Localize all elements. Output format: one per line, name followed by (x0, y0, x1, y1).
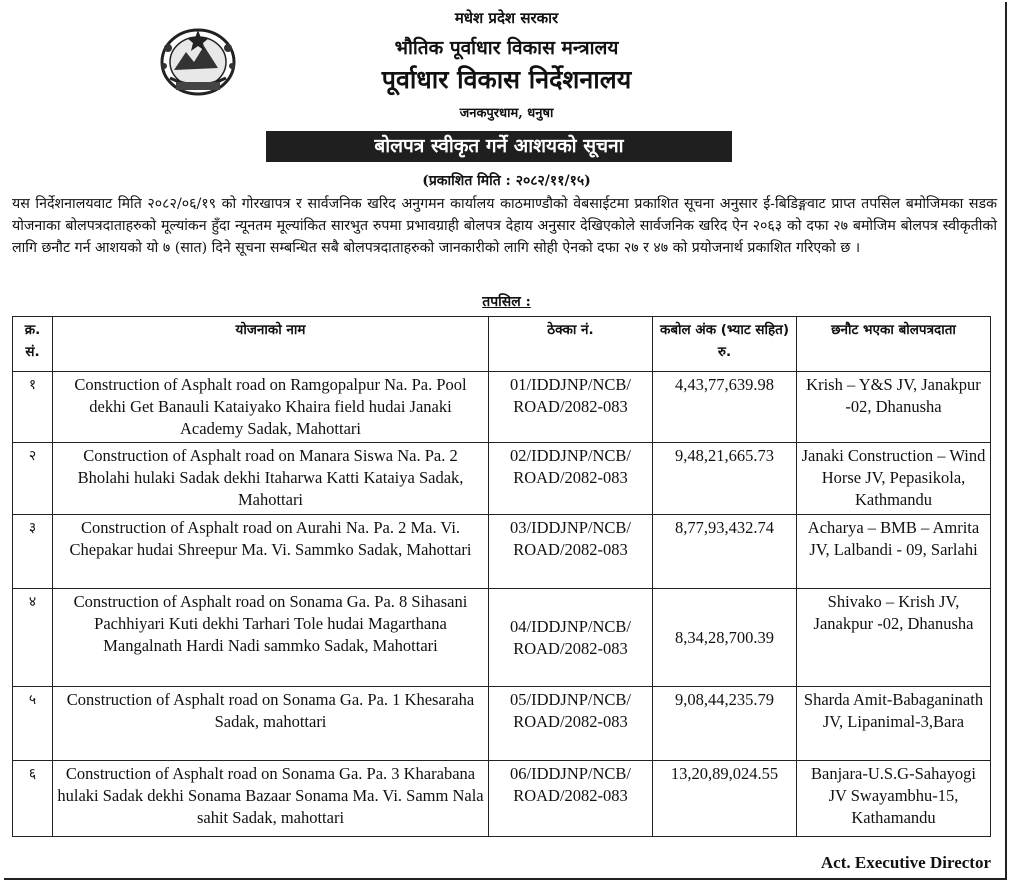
cell-selected-bidder: Sharda Amit-Babaganinath JV, Lipanimal-3,Bara (797, 687, 991, 761)
contracts-table (12, 316, 991, 837)
cell-contract-no: 06/IDDJNP/NCB/ ROAD/2082-083 (489, 761, 653, 837)
table-row (13, 589, 991, 687)
cell-project-name: Construction of Asphalt road on Ramgopalpur Na. Pa. Pool dekhi Get Banauli Kataiyako Khaira field hudai Janaki Academy Sadak, Mahottari (53, 372, 489, 443)
cell-contract-no: 03/IDDJNP/NCB/ ROAD/2082-083 (489, 515, 653, 589)
cell-selected-bidder: Banjara-U.S.G-Sahayogi JV Swayambhu-15, Kathamandu (797, 761, 991, 837)
notice-title-banner: बोलपत्र स्वीकृत गर्ने आशयको सूचना (266, 131, 732, 162)
signature-title: Act. Executive Director (820, 853, 991, 872)
header-bid-amount: कबोल अंक (भ्याट सहित) रु. (653, 317, 797, 372)
notice-body-paragraph: यस निर्देशनालयवाट मिति २०८२/०६/१९ को गोरखापत्र र सार्वजनिक खरिद अनुगमन कार्यालय काठमाण्डौको वेबसाईटमा प्रकाशित सूचना अनुसार ई-बिडिङ्गवाट प्राप्त तपसिल बमोजिमका सडक योजनाका बोलपत्रदाताहरुको मूल्यांकन हुँदा न्यूनतम मूल्यांकित सारभुत रुपमा प्रभावग्राही बोलपत्र देहाय अनुसार देखिएकोले सार्वजनिक खरिद ऐन २०६३ को दफा २७ बमोजिम बोलपत्र स्वीकृतीको लागि छनौट गर्न आशयको यो ७ (सात) दिने सूचना सम्बन्धित सबै बोलपत्रदाताहरुको जानकारीको लागि सोही ऐनको दफा २७ र ४७ को प्रयोजनार्थ प्रकाशित गरिएको छ । (12, 196, 997, 256)
details-label: तपसिल : (482, 294, 531, 310)
cell-project-name: Construction of Asphalt road on Manara Siswa Na. Pa. 2 Bholahi hulaki Sadak dekhi Itaharwa Katti Kataiya Sadak, Mahottari (53, 443, 489, 515)
cell-project-name: Construction of Asphalt road on Sonama Ga. Pa. 8 Sihasani Pachhiyari Kuti dekhi Tarhari Tole hudai Magarthana Mangalnath Hardi Nadi sammko Sadak, Mahottari (53, 589, 489, 687)
header-ministry: भौतिक पूर्वाधार विकास मन्त्रालय (394, 37, 619, 59)
cell-contract-no: 04/IDDJNP/NCB/ ROAD/2082-083 (489, 589, 653, 687)
cell-serial: ६ (13, 761, 53, 837)
cell-bid-amount: 9,08,44,235.79 (653, 687, 797, 761)
table-header-row (13, 317, 991, 372)
published-date: (प्रकाशित मिति : २०८२/११/१५) (422, 173, 591, 189)
cell-serial: ३ (13, 515, 53, 589)
header-project-name: योजनाको नाम (53, 317, 489, 372)
header-directorate: पूर्वाधार विकास निर्देशनालय (381, 65, 632, 94)
cell-bid-amount: 9,48,21,665.73 (653, 443, 797, 515)
cell-bid-amount: 4,43,77,639.98 (653, 372, 797, 443)
cell-selected-bidder: Krish – Y&S JV, Janakpur -02, Dhanusha (797, 372, 991, 443)
cell-serial: १ (13, 372, 53, 443)
cell-serial: ५ (13, 687, 53, 761)
table-row (13, 687, 991, 761)
cell-project-name: Construction of Asphalt road on Aurahi Na. Pa. 2 Ma. Vi. Chepakar hudai Shreepur Ma. Vi. Sammko Sadak, Mahottari (53, 515, 489, 589)
cell-contract-no: 02/IDDJNP/NCB/ ROAD/2082-083 (489, 443, 653, 515)
cell-project-name: Construction of Asphalt road on Sonama Ga. Pa. 3 Kharabana hulaki Sadak dekhi Sonama Bazaar Sonama Ma. Vi. Samm Nala sahit Sadak, mahottari (53, 761, 489, 837)
header-serial: क्र. सं. (13, 317, 53, 372)
table-row (13, 761, 991, 837)
cell-bid-amount: 8,77,93,432.74 (653, 515, 797, 589)
table-row (13, 372, 991, 443)
cell-contract-no: 01/IDDJNP/NCB/ ROAD/2082-083 (489, 372, 653, 443)
cell-serial: ४ (13, 589, 53, 687)
header-selected-bidder: छनौट भएका बोलपत्रदाता (797, 317, 991, 372)
cell-project-name: Construction of Asphalt road on Sonama Ga. Pa. 1 Khesaraha Sadak, mahottari (53, 687, 489, 761)
table-row (13, 515, 991, 589)
cell-selected-bidder: Acharya – BMB – Amrita JV, Lalbandi - 09, Sarlahi (797, 515, 991, 589)
header-province: मधेश प्रदेश सरकार (454, 9, 559, 27)
cell-selected-bidder: Janaki Construction – Wind Horse JV, Pepasikola, Kathmandu (797, 443, 991, 515)
cell-bid-amount: 8,34,28,700.39 (653, 589, 797, 687)
table-row (13, 443, 991, 515)
details-heading (0, 292, 1013, 311)
header-contract-no: ठेक्का नं. (489, 317, 653, 372)
cell-bid-amount: 13,20,89,024.55 (653, 761, 797, 837)
cell-serial: २ (13, 443, 53, 515)
cell-selected-bidder: Shivako – Krish JV, Janakpur -02, Dhanusha (797, 589, 991, 687)
header-location: जनकपुरधाम, धनुषा (459, 106, 554, 121)
cell-contract-no: 05/IDDJNP/NCB/ ROAD/2082-083 (489, 687, 653, 761)
